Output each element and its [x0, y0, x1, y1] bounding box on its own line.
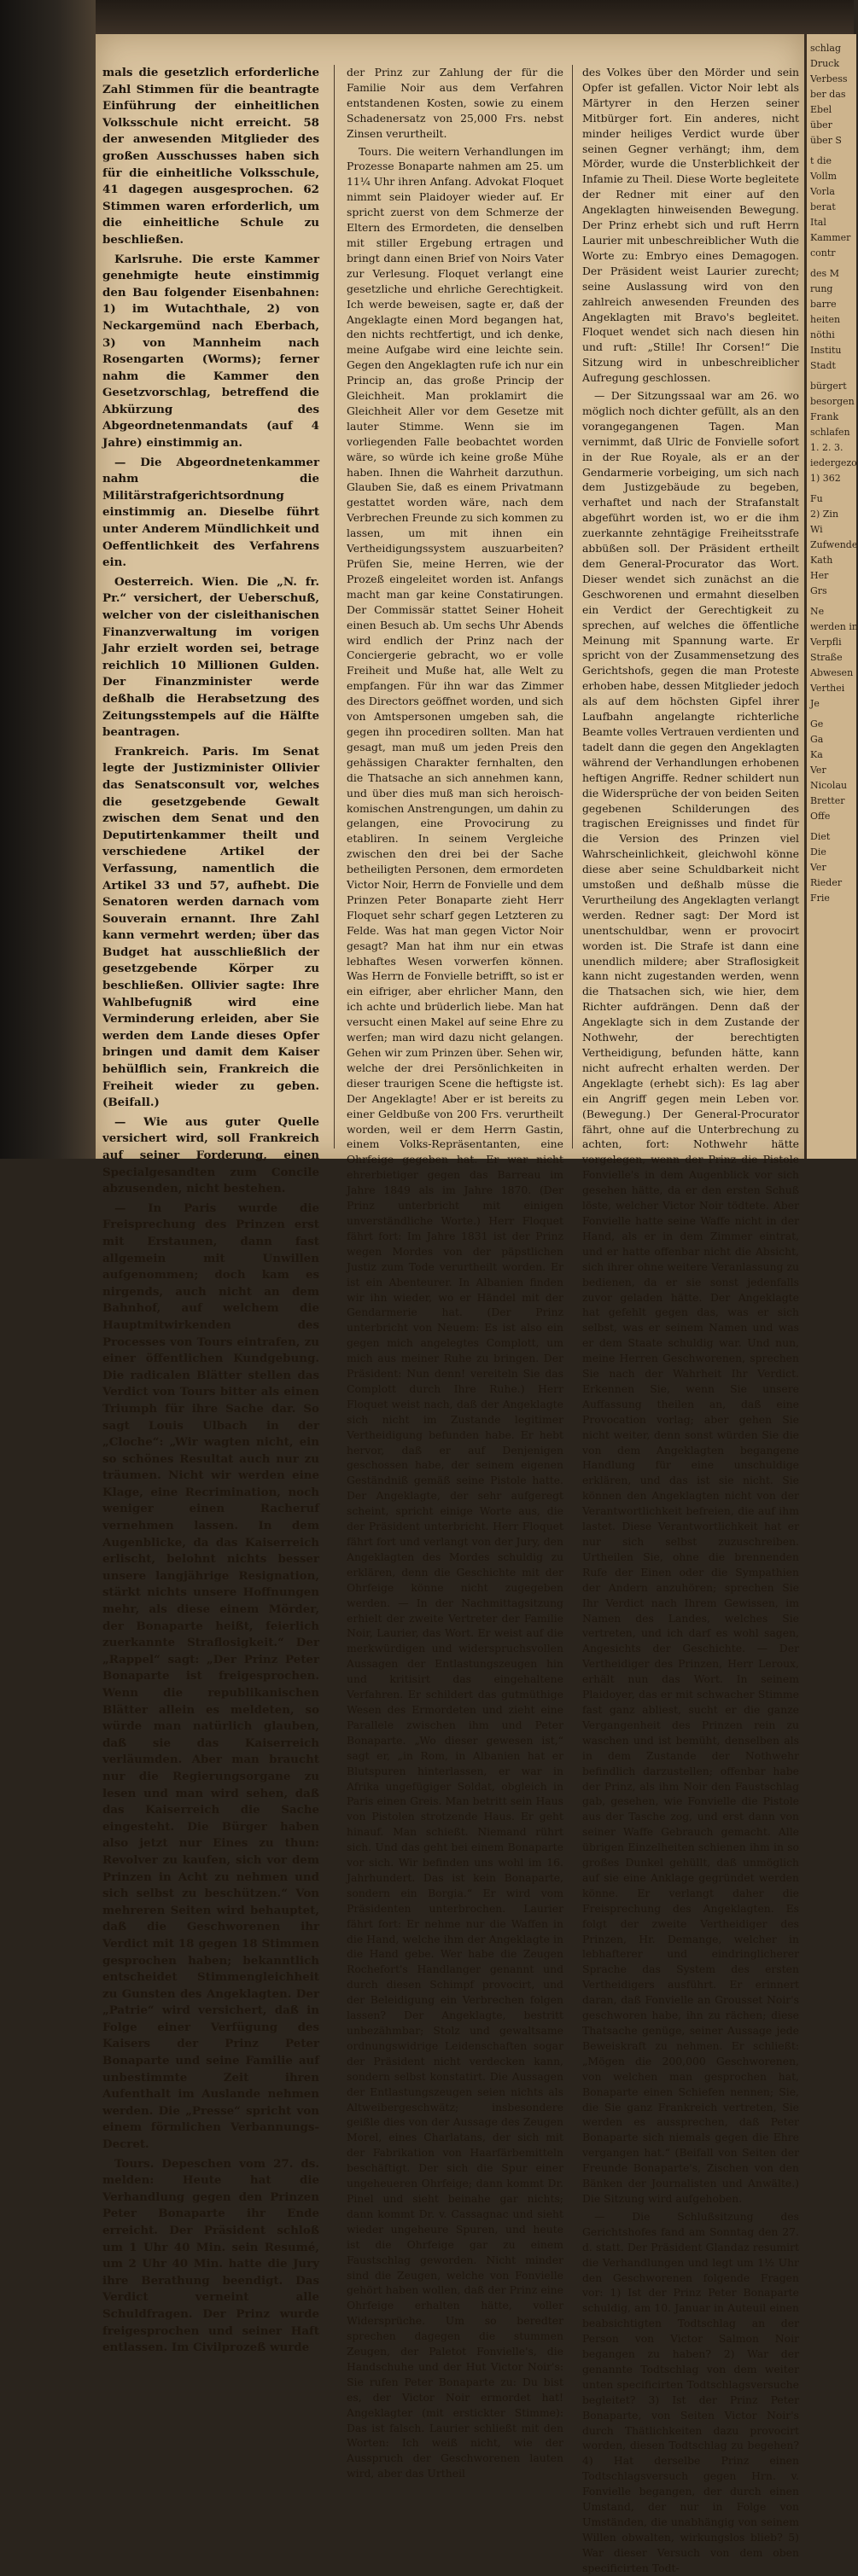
right-page-fragment: 1) 362 [810, 473, 841, 484]
right-page-fragment: nöthi [810, 329, 835, 340]
right-page-fragment: Nicolau [810, 780, 848, 791]
newspaper-page [96, 34, 804, 2574]
right-page-fragment: Verthei [810, 683, 845, 694]
right-page-fragment: Offe [810, 811, 831, 822]
paragraph: des Volkes über den Mörder und sein Opfer ist gefallen. Victor Noir lebt als Märtyrer in den Herzen seiner Mitbürger fort. Ein anderes, nicht minder heiliges Verdict wurde über seinen Gegner verhängt; ihm, dem Mörder, wurde die Unsterblichkeit der Infamie zu Theil. Diese Worte begleitete der Redner mit einer auf den Angeklagten hinweisenden Bewegung. Der Prinz erhebt sich und ruft Herrn Laurier mit unbeschreiblicher Wuth die Worte zu: Embryo eines Demagogen. Der Präsident weist Laurier zurecht; seine Auslassung wird von den zahlreich anwesenden Freunden des Angeklagten mit Bravo's begleitet. Floquet wendet sich nach diesen hin und ruft: „Stille! Ihr Corsen!“ Die Sitzung wird in unbeschreiblicher Aufregung geschlossen. [582, 66, 799, 385]
right-page-fragment: berat [810, 201, 836, 212]
right-page-fragment: Ka [810, 749, 823, 760]
right-page-fragment: Die [810, 846, 826, 858]
right-page-fragment: Ge [810, 718, 824, 730]
right-page-fragment: schlag [810, 43, 842, 54]
right-page-fragment: Frank [810, 411, 839, 422]
right-page-fragment: Ga [810, 734, 824, 745]
column-rule-1 [334, 65, 335, 1148]
right-page-fragment: Zufwende [810, 539, 858, 550]
paragraph: — In Paris wurde die Freisprechung des Prinzen erst mit Erstaunen, dann fast allgemein mit Unwillen aufgenommen; doch kam es nirgends, auch nicht an dem Bahnhof, auf welchem die Hauptmitwirkenden des Processes von Tours eintrafen, zu einer öffentlichen Kundgebung. Die radicalen Blätter stellen das Verdict von Tours bitter als einen Triumph für ihre Sache dar. So sagt Louis Ulbach in der „Cloche“: „Wir wagten nicht, ein so schönes Resultat auch nur zu träumen. Nicht wir werden eine Klage, eine Recrimination, noch weniger einen Racheruf vernehmen lassen. In dem Augenblicke, da das Kaiserreich erlischt, belohnt nichts besser unsere langjährige Resignation, stärkt nichts unsere Hoffnungen mehr, als diese einem Mörder, der Bonaparte heißt, feierlich zuerkannte Straflosigkeit.“ Der „Rappel“ sagt: „Der Prinz Peter Bonaparte ist freigesprochen. Wenn die republikanischen Blätter allein es meldeten, so würde man natürlich glauben, daß sie das Kaiserreich verläumden. Aber man braucht nur die Regierungsorgane zu lesen und man wird sehen, daß das Kaiserreich die Sache eingesteht. Die Bürger haben also jetzt nur Eines zu thun: Revolver zu kaufen, sich vor dem Prinzen in Acht zu nehmen und sich selbst zu beschützen.“ Von mehreren Seiten wird behauptet, daß die Geschworenen ihr Verdict mit 18 gegen 18 Stimmen gesprochen haben; bekanntlich entscheidet Stimmengleichheit zu Gunsten des Angeklagten. Der „Patrie“ wird versichert, daß in Folge einer Verfügung des Kaisers der Prinz Peter Bonaparte und seine Familie auf unbestimmte Zeit ihren Aufenthalt im Auslande nehmen werden. Die „Presse“ spricht von einem förmlichen Verbannungs-Decret. [102, 1201, 319, 2152]
right-page-fragment: Kammer [810, 232, 851, 243]
paragraph: — Der Sitzungssaal war am 26. wo möglich noch dichter gefüllt, als an den vorangegangenen Tagen. Man vernimmt, daß Ulric de Fonvielle sofort in der Rue Royale, als er an der Gendarmerie vorbeiging, um sich nach dem Justizgebäude zu begeben, verhaftet und nach der Strafanstalt abgeführt worden ist, wo er die ihm zuerkannte zehntägige Freiheitsstrafe abbüßen soll. Der Präsident ertheilt dem General-Procurator das Wort. Dieser wendet sich zunächst an die Geschworenen und ermahnt dieselben ein Verdict der Gerechtigkeit zu sprechen, auf welches die öffentliche Meinung mit Spannung warte. Er spricht von der Zusammensetzung des Gerichtshofs, gegen die man Proteste erhoben habe, dessen Mitglieder jedoch als auf dem höchsten Gipfel ihrer Laufbahn angelangte richterliche Beamte volles Vertrauen verdienten und tadelt dann die gegen den Angeklagten während der Verhandlungen erhobenen heftigen Angriffe. Redner schildert nun die Widersprüche der von beiden Seiten gegebenen Schilderungen des tragischen Ereignisses und findet für die Version des Prinzen viel Wahrscheinlichkeit, gleichwohl könne diese aber seine Schuldbarkeit nicht umstoßen und deßhalb müsse die Verurtheilung des Angeklagten verlangt werden. Redner sagt: Der Mord ist unentschuldbar, wenn er provocirt worden ist. Die Strafe ist dann eine unendlich mildere; aber Straflosigkeit kann nicht zugestanden werden, wenn die Thatsachen sich, wie hier, dem Richter aufdrängen. Denn daß der Angeklagte sich in dem Zustande der Nothwehr, der berechtigten Vertheidigung, befunden hätte, kann nicht aufrecht erhalten werden. Der Angeklagte (erhebt sich): Es lag aber ein Angriff gegen mein Leben vor. (Bewegung.) Der General-Procurator fährt, ohne auf die Unterbrechung zu achten, fort: Nothwehr hätte vorgelegen, wenn der Prinz die Pistole Fonvielle's in dem Augenblick vor sich gesehen hätte, da er den ersten Schuß löste, welcher Victor Noir tödtete. Aber Fonvielle hatte seine Waffe nicht in der Hand, als er in dem Zimmer eintrat, und er hatte offenbar nicht die Absicht, sich ihrer ohne weitere Veranlassung zu bedienen, da er sie sonst jedenfalls zuvor geladen hätte. Der Angeklagte hat gefehlt gegen das, was er sich selbst, was er seinem Namen und was er dem Staate schuldig war. Und nun, meine Herren Geschworenen, sprechen Sie nach der Wahrheit Ihr Verdict. Erkennen Sie, wenn Sie unsere Auffassung theilen an, daß eine Provocation vorlag; aber gehen Sie nicht weiter, denn sonst würden Sie die von dem Angeklagten begangene Handlung für eine unschuldige erklären, und das ist sie nicht. Sie können den Angeklagten nicht von der Verantwortlichkeit befreien, die auf ihm lastet. Diese Verantwortlichkeit hat er nur sich selbst zuzuschreiben. Urtheilen Sie, ohne die brennenden Rufe der Einen oder die Sympathien der Andern anzuhören; sprechen Sie Ihr Verdict nach Ihrem Gewissen, im Namen des Landes, welches Sie vertreten, und ich darf es wohl sagen, Angesichts der Geschichte. — Der Vertheidiger des Prinzen, Herr Leroux, erhält nun das Wort. In seinem Plaidoyer, das er mit schwacher Stimme fast ganz abliest, sucht er die ganze Vergangenheit des Prinzen rein zu waschen und ist bemüht, denselben als in dem Zustande der Nothwehr befindlich darzustellen; offenbar habe der Prinz, als ihm Noir den Faustschlag gab, gesehen, wie Fonvielle die Pistole aus der Tasche zog, und erst dann von seiner Waffe Gebrauch gemacht. Alle übrigen Einzelheiten schienen ihm in so großes Dunkel gehüllt, daß unmöglich auf sie eine Anklage gegründet werden könne. Er verlangt daher die Freisprechung des Angeklagten. Es folgt der zweite Vertheidiger des Prinzen, Hr. Demange, welcher in lebhafterer und eindringlicherer Sprache das System des ersten Vertheidigers ausführt. Er erinnert daran, daß Fonvielle an Grousset Noir's geschworen habe, ihn zu rächen; diese Thatsache genüge, seiner Aussage jede Beweiskraft zu nehmen. Er schließt: „Mögen die 200,000 Geschworenen, von welchen man gesprochen hat, Bonaparte einen Schiefen nennen; Sie, die Sie ganz Frankreich vertreten, Sie werden es aussprechen, daß Peter Bonaparte sich niemals gegen die Ehre vergangen hat.“ (Beifall von Seiten der Freunde Bonaparte's, Zischen von den Bänken der Journalisten und Anwälte.) Die Sitzung wird aufgehoben. [582, 389, 800, 2205]
paragraph: Karlsruhe. Die erste Kammer genehmigte heute einstimmig den Bau folgender Eisenbahnen: 1) im Wutachthale, 2) von Neckargemünd nach Eberbach, 3) von Mannheim nach Rosengarten (Worms); ferner nahm die Kammer den Gesetzvorschlag, betreffend die Abkürzung des Abgeordnetenmandats (auf 4 Jahre) einstimmig an. [102, 252, 319, 451]
right-page-fragment: Institu [810, 345, 842, 356]
right-page-fragment: besorgen [810, 396, 855, 407]
right-page-fragment: ber das [810, 89, 846, 100]
paragraph: — Die Abgeordnetenkammer nahm die Militärstrafgerichtsordnung einstimmig an. Dieselbe führt unter Anderem Mündlichkeit und Oeffentlichkeit des Verfahrens ein. [102, 455, 319, 570]
right-page-fragment: des M [810, 268, 839, 279]
right-page-fragment: Her [810, 570, 829, 581]
right-page-fragment: Ver [810, 862, 826, 873]
right-page-fragment: Stadt [810, 360, 836, 371]
right-page-fragment: Vollm [810, 171, 838, 182]
right-page-fragment: Abwesen [810, 667, 854, 678]
column-1 [102, 65, 319, 2355]
right-page-fragment: Vorla [810, 186, 835, 197]
column-2 [347, 65, 563, 2480]
adjacent-page-fragment [804, 34, 856, 1159]
right-page-fragment: 2) Zin [810, 509, 839, 520]
right-page-fragment: heiten [810, 314, 841, 325]
right-page-fragment: Grs [810, 585, 827, 596]
right-page-fragment: Verpfli [810, 637, 842, 648]
right-page-fragment: Ne [810, 606, 825, 617]
right-page-fragment: Verbess [810, 73, 848, 84]
right-page-fragment: Wi [810, 524, 823, 535]
right-page-fragment: Kath [810, 555, 833, 566]
right-page-fragment: bürgert [810, 381, 847, 392]
right-page-fragment: rung [810, 283, 833, 294]
paragraph: Frankreich. Paris. Im Senat legte der Justizminister Ollivier das Senatsconsult vor, welches die gesetzgebende Gewalt zwischen dem Senat und den Deputirtenkammer theilt und verschiedene Artikel der Verfassung, namentlich die Artikel 33 und 57, aufhebt. Die Senatoren werden darnach vom Souverain ernannt. Ihre Zahl kann vermehrt werden; über das Budget hat ausschließlich der gesetzgebende Körper zu beschließen. Ollivier sagte: Ihre Wahlbefugniß wird eine Verminderung erleiden, aber Sie werden dem Lande dieses Opfer bringen und damit dem Kaiser behülflich sein, Frankreich die Freiheit wieder zu geben. (Beifall.) [102, 744, 319, 1110]
right-page-fragment: Bretter [810, 795, 845, 806]
paragraph: — Wie aus guter Quelle versichert wird, soll Frankreich auf seiner Forderung, einen Specialgesandten zum Concile abzusenden, nicht bestehen. [102, 1114, 319, 1196]
right-page-fragment: t die [810, 155, 832, 166]
right-page-fragment: Druck [810, 58, 839, 69]
right-page-fragment: schlafen [810, 427, 850, 438]
right-page-fragment: Ver [810, 765, 826, 776]
right-page-fragment: barre [810, 299, 837, 310]
column-3 [582, 65, 800, 2574]
right-page-fragment: über [810, 119, 832, 131]
right-page-fragment: werden in [810, 621, 858, 632]
right-page-fragment: Rieder [810, 877, 843, 888]
column-rule-2 [572, 65, 573, 1148]
right-page-fragment: 1. 2. 3. [810, 442, 843, 453]
right-page-fragment: Ebel [810, 104, 832, 115]
right-page-fragment: über S [810, 135, 842, 146]
right-page-fragment: Straße [810, 652, 843, 663]
right-page-fragment: Ital [810, 217, 826, 228]
paragraph: der Prinz zur Zahlung der für die Familie Noir aus dem Verfahren entstandenen Kosten, sowie zu einem Schadenersatz von 25,000 Frs. nebst Zinsen verurtheilt. [347, 66, 563, 140]
paragraph: Tours. Depeschen vom 27. ds. melden: Heute hat die Verhandlung gegen den Prinzen Peter Bonaparte ihr Ende erreicht. Der Präsident schloß um 1 Uhr 40 Min. sein Resumé, um 2 Uhr 40 Min. hatte die Jury ihre Berathung beendigt. Das Verdict verneint alle Schuldfragen. Der Prinz wurde freigesprochen und seiner Haft entlassen. Im Civilprozeß wurde [102, 2156, 319, 2355]
right-page-fragment: Diet [810, 831, 831, 842]
paragraph: mals die gesetzlich erforderliche Zahl Stimmen für die beantragte Einführung der einheitlichen Volksschule nicht erreicht. 58 der anwesenden Mitglieder des großen Ausschusses haben sich für die einheitliche Volksschule, 41 dagegen ausgesprochen. 62 Stimmen waren erforderlich, um die einheitliche Schule zu beschließen. [102, 66, 319, 247]
right-page-fragment: iedergezo [810, 457, 857, 468]
paragraph: Oesterreich. Wien. Die „N. fr. Pr.“ versichert, der Ueberschuß, welcher von der cisleithanischen Finanzverwaltung im vorigen Jahr erzielt worden sei, betrage reichlich 10 Millionen Gulden. Der Finanzminister werde deßhalb die Herabsetzung des Zeitungsstempels auf die Hälfte beantragen. [102, 574, 319, 740]
right-page-fragment: contr [810, 247, 836, 259]
book-spine [0, 0, 96, 1159]
right-page-fragment: Fu [810, 493, 823, 504]
right-page-fragment: Frie [810, 893, 830, 904]
paragraph: Tours. Die weitern Verhandlungen im Prozesse Bonaparte nahmen am 25. um 11¼ Uhr ihren Anfang. Advokat Floquet nimmt sein Plaidoyer wieder auf. Er spricht zuerst von dem Schmerze der Eltern des Ermordeten, die denselben mit stiller Ergebung ertragen und bringt dann einen Brief von Noirs Vater zur Verlesung. Floquet verlangt eine gesetzliche und ehrliche Gerechtigkeit. Ich werde beweisen, sagte er, daß der Angeklagte einen Mord begangen hat, den nichts rechtfertigt, und ich denke, meine Aufgabe wird eine leichte sein. Gegen den Angeklagten rufe ich nur ein Princip an, das große Princip der Gleichheit. Man proklamirt die Gleichheit Aller vor dem Gesetze mit lauter Stimme. Wenn sie im vorliegenden Falle beobachtet worden wäre, so würde ich keine große Mühe haben. Ihnen die Wahrheit darzuthun. Glauben Sie, daß es einem Privatmann gestattet worden wäre, nach dem Verbrechen Freunde zu sich kommen zu lassen, um mit ihnen ein Vertheidigungssystem auszuarbeiten? Prüfen Sie, meine Herren, wie der Prozeß eingeleitet worden ist. Anfangs macht man gar keine Constatirungen. Der Commissär stattet Seiner Hoheit einen Besuch ab. Um sechs Uhr Abends wird endlich der Prinz nach der Conciergerie gebracht, wo er volle Freiheit und Muße hat, alle Welt zu empfangen. Für ihn war das Zimmer des Directors geöffnet worden, und sich von Amtspersonen umgeben sah, die gegen ihn procediren sollten. Man hat gesagt, man muß um jeden Preis den gehässigen Charakter fernhalten, den die Thatsache an sich annehmen kann, und über dies muß man sich heroisch-komischen Anstrengungen, um dahin zu gelangen, eine Provocirung zu etabliren. In seinem Vergleiche zwischen den drei bei der Sache betheiligten Personen, dem ermordeten Victor Noir, Herrn de Fonvielle und dem Prinzen Peter Bonaparte zieht Herr Floquet sehr scharf gegen Letzteren zu Felde. Was hat man gegen Victor Noir gesagt? Man hat ihm nur ein etwas lebhaftes Wesen vorwerfen können. Was Herrn de Fonvielle betrifft, so ist er ein eifriger, aber ehrlicher Mann, den ich achte und brüderlich liebe. Man hat versucht einen Makel auf seine Ehre zu werfen; man wird dazu nicht gelangen. Gehen wir zum Prinzen über. Sehen wir, welche der drei Persönlichkeiten in dieser traurigen Scene die heftigste ist. Der Angeklagte! Aber er ist bereits zu einer Geldbuße von 200 Frs. verurtheilt worden, weil er dem Herrn Gastin, einem Volks-Repräsentanten, eine Ohrfeige gegeben hat. Er war nicht ehrerbietiger gegen das Barreau im Jahre 1849 als im Jahre 1870. (Der Prinz unterbricht mit einigen unverständliche Worte.) Herr Floquet fährt fort: Im Jahre 1831 ist der Prinz wegen Mordes von der päpstlichen Justiz zum Tode verurtheilt worden. Er ist ein Abenteurer. In Albanien finden wir ihn wieder, wo er Händel mit der Gendarmerie hat. (Der Prinz unterbricht von Neuem: Es ist also ein gegen mich angelegtes Complott, um mich aus meiner Ruhe zu bringen. Der Präsident: Nun denn! vereiteln Sie das Complott durch Ihre Ruhe.) Herr Floquet weist nach, daß der Angeklagte sich nicht im Zustande legitimer Vertheidigung befunden habe. Er hebt hervor, daß er auf Denjenigen geschossen habe, der seinem eigenen Geständniß gemäß seine Pistole hatte. Der Angeklagte, der sehr aufgeregt scheint, spricht einige Worte aus, die der Präsident unterbricht. Herr Floquet fährt fort und verlangt von der Jury, den Angeklagten des Mordes schuldig zu erklären, denn die Geschichte mit der Ohrfeige könne nicht zugegeben werden. — In der Nachmittagsitzung erhielt der zweite Vertreter der Familie Noir, Laurier, das Wort. Er weist auf die merkwürdigen und widerspruchsvollen Aussagen der Entlastungszeugen hin und kritisirt das eingehaltene Verfahren. Er schildert das gutmüthige Wesen des Ermordeten und zieht eine Parallele zwischen ihm und Peter Bonaparte. „Wo dieser gewesen ist,“ sagt er, „in Rom, in Albanien hat er Blutspuren hinterlassen, er war in Afrika ungefügiger Soldat, obgleich in Paris einen Greis. Man betritt sein Haus von Pistolen strotzende Haus. Er geht hinauf. Man schießt. Niemand rührt sich. Und das geht bei einem Bonaparte vor sich. Wir befinden uns wohl im 16. Jahrhundert. Das ist kein Bonaparte, sondern ein Borgia.“ Er wird vom Präsidenten unterbrochen. Laurier fährt fort: Er nehme nur die Waffen in die Hand, welche ihm der Angeklagte in die Hand gebe. Wer habe die Zeugen Rochefort's Handlanger genannt und durch diesen Schimpf provocirt, und der Beleidigung ein Verbrechen folgen lassen? Der Angeklagte, bestritt unbezähmbar; Stolz und gewaltsame ordnungswidrige Leidenschaften sogar der Präsident nicht verdecken kann, sondern selbst konstatirt. Die Aussagen der Entlastungszeugen seien nichts als Altweibergeschwätz; insbesondere geißle dies von der Aussage des Zeugen Morel, eines Charlatans, der sich mit der Fabrikation von Haarfärbemitteln beschäftigt. Der sich die Spur einer ungeheueren Ohrfeige; dann kommt Dr. Pinel und sieht beinahe gar nichts; dann kommt Dr. v. Cassagnac und sieht wieder ungeheure Spuren, und heute ist die Ohrfeige gar zu einem Faustschlag geworden. Nicht minder sind die Zeugen, welche von Fonvielle gehört haben wollen, daß der Prinz eine Ohrfeige erhalten hätte, voller Widersprüche. Um so beredter sprechen dagegen die stummen Zeugen, der Paletot Fonvielle's, die Handschuhe und der Hut Victor Noir's: Sie rufen Peter Bonaparte zu: Du bist es, der Victor Noir ermordet hat! Angeklagter (mit erstickter Stimme): Das ist falsch. Laurier schließt mit den Worten: Ich weiß nicht, wie der Ausspruch der Geschworenen lauten wird, aber das Urtheil [347, 144, 563, 2480]
top-shadow [96, 0, 854, 34]
paragraph: — Die Schlußsitzung des Gerichtshofes fand am Sonntag den 27. d. statt. Der Präsident Glandaz resumirt die Verhandlungen und legt um 1½ Uhr den Geschworenen folgende Fragen vor: 1) Ist der Prinz Peter Bonaparte schuldig, am 10. Januar in Auteuil einen beabsichtigten Todtschlag an der Person von Victor Salmon Noir begangen zu haben? 2) War der genannte Todtschlag von dem weiter unten specificirten Todtschlagsversuche begleitet? 3) Ist der Prinz Peter Bonaparte, von Seiten Victor Noir's durch Thätlichkeiten dazu provocirt worden, diesen Todtschlag zu begehen? 4) Hat derselbe Prinz einen Todtschlagsversuch gegen Hrn. v. Fonvielle begangen, der durch einen Umstand, der nur in Folge von Umständen, die unabhängig von seinem Willen obwalten, wirkungslos blieb? 5) War dieser Versuch von dem oben specificirten Todt- [582, 2209, 799, 2574]
right-page-fragment: Je [810, 698, 820, 709]
